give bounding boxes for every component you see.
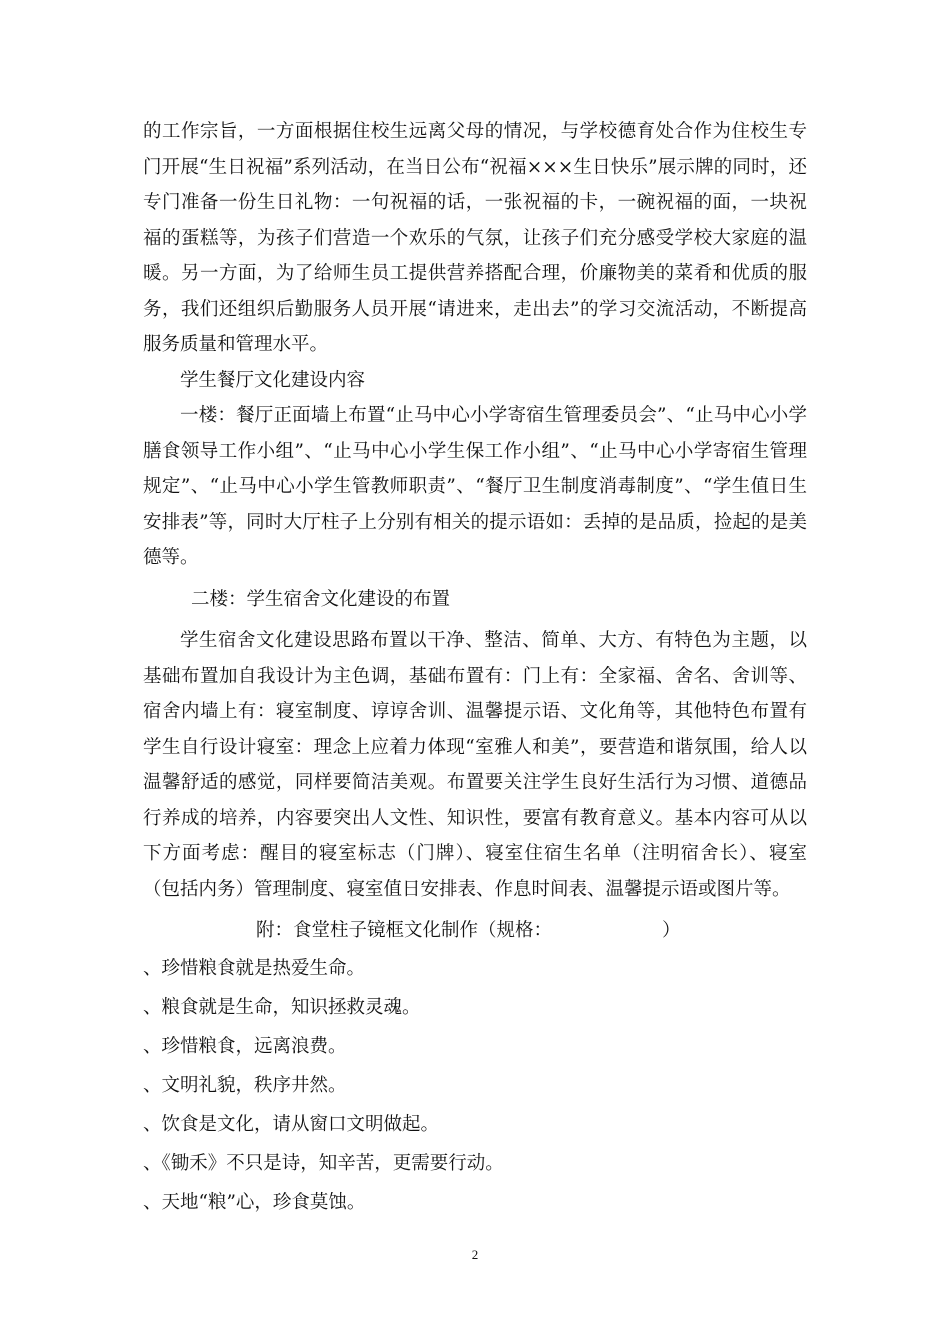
list-item: 、粮食就是生命，知识拯救灵魂。 xyxy=(143,996,421,1018)
paragraph-floor1: 一楼：餐厅正面墙上布置“止马中心小学寄宿生管理委员会”、“止马中心小学膳食领导工作小组”、“止马中心小学生保工作小组”、“止马中心小学寄宿生管理规定”、“止马中心小学生管教师职责”、“餐厅卫生制度消毒制度”、“学生值日生安排表”等，同时大厅柱子上分别有相关的提示语如：丢掉的是品质，捡起的是美德等。 xyxy=(143,405,807,568)
list-item: 、饮食是文化，请从窗口文明做起。 xyxy=(143,1113,440,1135)
list-item: 、珍惜粮食，远离浪费。 xyxy=(143,1035,347,1057)
paragraph-intro: 的工作宗旨，一方面根据住校生远离父母的情况，与学校德育处合作为住校生专门开展“生日祝福”系列活动，在当日公布“祝福×××生日快乐”展示牌的同时，还专门准备一份生日礼物：一句祝福的话，一张祝福的卡，一碗祝福的面，一块祝福的蛋糕等，为孩子们营造一个欢乐的气氛，让孩子们充分感受学校大家庭的温暖。另一方面，为了给师生员工提供营养搭配合理，价廉物美的菜肴和优质的服务，我们还组织后勤服务人员开展“请进来，走出去”的学习交流活动，不断提高服务质量和管理水平。 xyxy=(143,121,807,355)
list-item: 、文明礼貌，秩序井然。 xyxy=(143,1074,347,1096)
appendix-note-suffix: ） xyxy=(662,920,681,941)
page-number: 2 xyxy=(471,1247,479,1262)
slogan-list xyxy=(143,949,807,1222)
paragraph-dorm-culture: 学生宿舍文化建设思路布置以干净、整洁、简单、大方、有特色为主题，以基础布置加自我设计为主色调，基础布置有：门上有：全家福、舍名、舍训等、宿舍内墙上有：寝室制度、谆谆舍训、温馨提示语、文化角等，其他特色布置有学生自行设计寝室：理念上应着力体现“室雅人和美”，要营造和谐氛围，给人以温馨舒适的感觉，同样要简洁美观。布置要关注学生良好生活行为习惯、道德品行养成的培养，内容要突出人文性、知识性，要富有教育意义。基本内容可从以下方面考虑：醒目的寝室标志（门牌）、寝室住宿生名单（注明宿舍长）、寝室（包括内务）管理制度、寝室值日安排表、作息时间表、温馨提示语或图片等。 xyxy=(143,630,807,900)
list-item: 、《锄禾》不只是诗，知辛苦，更需要行动。 xyxy=(143,1152,504,1174)
page-body xyxy=(143,114,807,1222)
appendix-note-prefix: 附：食堂柱子镜框文化制作（规格： xyxy=(256,920,553,941)
list-item: 、珍惜粮食就是热爱生命。 xyxy=(143,957,366,979)
heading-floor2-dorm: 二楼：学生宿舍文化建设的布置 xyxy=(191,588,451,610)
heading-canteen-culture: 学生餐厅文化建设内容 xyxy=(180,369,366,391)
appendix-note xyxy=(143,913,807,949)
list-item: 、天地“粮”心，珍食莫蚀。 xyxy=(143,1191,366,1213)
